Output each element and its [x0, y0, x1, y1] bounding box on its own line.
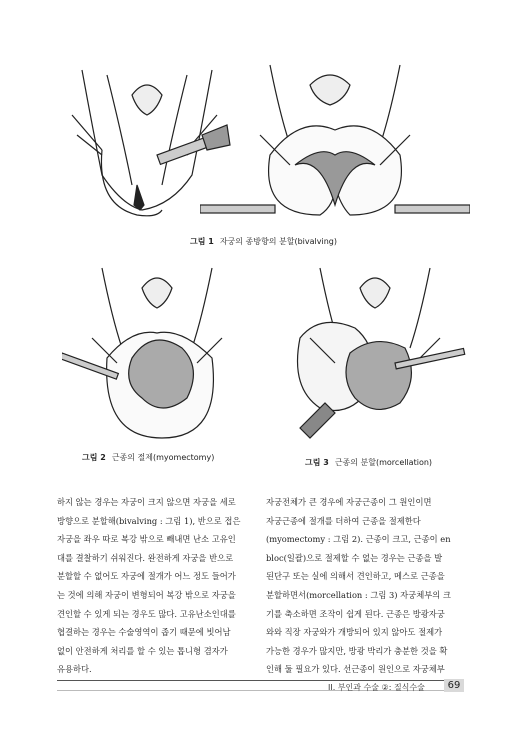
text-line: 된단구 또는 실에 의해서 견인하고, 메스로 근종을	[266, 571, 445, 582]
figure-3-caption	[305, 457, 432, 468]
figure-caption-text: 자궁의 종방향의 분할(bivalving)	[219, 237, 337, 246]
figure-caption-text: 근종의 절제(myomectomy)	[111, 453, 215, 462]
text-line: (myomectomy : 그림 2). 근종이 크고, 근종이 en	[266, 534, 451, 545]
text-line: 가능한 경우가 많지만, 방광 박리가 충분한 것을 확	[266, 645, 448, 656]
text-line: 기를 축소하면 조작이 쉽게 된다. 근종은 방광자궁	[266, 608, 445, 619]
text-line: 없이 안전하게 처리를 할 수 있는 톱니형 겸자가	[57, 645, 228, 656]
figure-number: 그림 2	[82, 453, 106, 462]
page-number: 69	[444, 679, 464, 692]
figure-3	[280, 258, 470, 453]
text-line: 협결하는 경우는 수술영역이 좁기 때문에 빗어남	[57, 627, 231, 638]
left-column-text	[57, 493, 257, 679]
footer-rule	[57, 680, 460, 681]
text-line: 인해 둘 필요가 있다. 선근종이 원인으로 자궁체부	[266, 664, 445, 675]
footer-section-title: II. 부인과 수술 ②: 질식수술	[328, 683, 425, 692]
text-line: 대를 결찰하기 쉬워진다. 완전하게 자궁을 반으로	[57, 552, 234, 563]
figure-1b	[200, 55, 470, 225]
text-line: 분할하면서(morcellation : 그림 3) 자궁체부의 크	[266, 589, 451, 600]
text-line: 자궁전체가 큰 경우에 자궁근종이 그 원인이면	[266, 497, 432, 507]
figure-1-caption	[190, 236, 337, 247]
text-line: 자궁을 좌우 따로 복강 밖으로 빼내면 난소 고유인	[57, 534, 236, 545]
text-line: 견인할 수 있게 되는 경우도 많다. 고유난소인대를	[57, 608, 236, 619]
figure-2	[62, 258, 252, 448]
text-line: 는 것에 의해 자궁이 변형되어 복강 밖으로 자궁을	[57, 589, 236, 600]
text-line: 유용하다.	[57, 664, 92, 675]
text-line: 하지 않는 경우는 자궁이 크지 않으면 자궁을 세로	[57, 497, 236, 507]
figure-2-caption	[82, 452, 214, 463]
figure-number: 그림 3	[305, 458, 329, 467]
text-line: 분할할 수 없어도 자궁에 절개가 어느 정도 들어가	[57, 571, 236, 582]
text-line: 와와 직장 자궁와가 개방되어 있지 않아도 절제가	[266, 627, 443, 638]
text-line: bloc(일괄)으로 절제할 수 없는 경우는 근종을 발	[266, 552, 443, 563]
right-column-text	[266, 493, 466, 679]
figure-number: 그림 1	[190, 237, 214, 246]
text-line: 자궁근종에 절개를 더하여 근종을 절제한다	[266, 515, 421, 526]
figure-caption-text: 근종의 분할(morcellation)	[334, 458, 433, 467]
text-line: 방향으로 분할해(bivalving : 그림 1), 반으로 접은	[57, 515, 241, 526]
